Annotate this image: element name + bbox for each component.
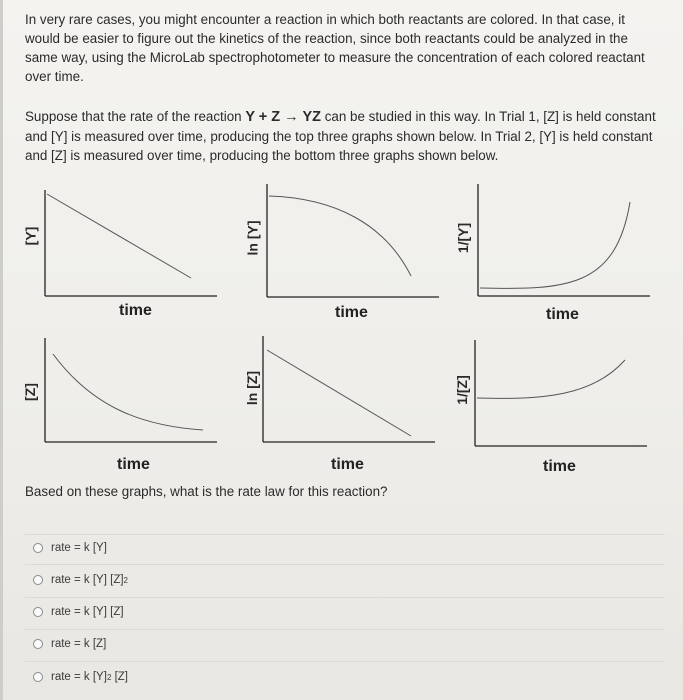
option-label: rate = k [Y] [51,542,107,554]
setup-paragraph [25,107,657,165]
option-exponent: 2 [106,672,112,682]
y-axis-label: ln [Z] [244,370,261,406]
option-label: rate = k [Z] [51,638,107,650]
graph-ln-y-vs-time-plot [265,184,445,299]
divider [25,629,665,630]
x-axis-label: time [546,306,579,323]
question-text: Based on these graphs, what is the rate law for this reaction? [25,484,388,499]
radio-button[interactable] [33,543,43,553]
x-axis-label: time [117,456,150,473]
graph-inv-z-vs-time-plot [473,340,653,450]
graph-ln-z-vs-time [244,336,441,476]
graph-inv-z-vs-time [453,340,653,480]
graph-ln-z-vs-time-plot [261,336,441,446]
graph-y-vs-time-plot [43,190,223,300]
graph-z-vs-time [21,338,223,478]
y-axis-label: ln [Y] [244,220,261,256]
curve [269,196,411,276]
curve [480,202,630,288]
y-axis-label: [Y] [22,226,39,246]
curve [477,360,625,398]
x-axis-label: time [331,456,364,473]
option-rate-k-z[interactable] [33,634,106,654]
y-axis-label: [Z] [21,383,38,401]
option-rate-k-y[interactable] [33,538,107,558]
intro-paragraph: In very rare cases, you might encounter a reaction in which both reactants are colored. In that case, it would be easier to figure out the kinetics of the reaction, since both reactants could be analyzed in the same way, using the MicroLab spectrophotometer to measure the concentration of each colored reactant over time. [25,12,645,84]
graph-y-vs-time [22,190,223,330]
option-rate-k-y-z2[interactable] [33,570,128,590]
x-axis-label: time [119,302,152,319]
y-axis-label: 1/[Z] [453,375,470,405]
option-label: rate = k [Y] [Z] [51,606,124,618]
graph-z-vs-time-plot [43,338,223,446]
y-axis-label: 1/[Y] [455,222,472,254]
option-label: rate = k [Y] [Z] [51,574,124,586]
option-exponent: 2 [123,575,128,585]
curve [47,194,191,278]
curve [267,350,411,436]
radio-button[interactable] [33,672,43,682]
setup-suffix: can be studied in this way. In Trial 1, [Z] is held constant and [Y] is measured over time, producing the top three graphs shown below. In Trial 2, [Y] is held constant and [Z] is measured over time, producing the bottom three graphs shown below. [25,109,656,163]
option-label: rate = k [Y] [51,671,107,683]
option-label-suffix: [Z] [111,671,129,683]
x-axis-label: time [543,458,576,475]
reaction-equation: Y + Z → YZ [245,109,321,125]
radio-button[interactable] [33,607,43,617]
x-axis-label: time [335,304,368,321]
graph-ln-y-vs-time [244,184,445,324]
option-rate-k-y2-z[interactable] [33,667,128,687]
radio-button[interactable] [33,575,43,585]
option-rate-k-y-z[interactable] [33,602,124,622]
setup-prefix: Suppose that the rate of the reaction [25,109,246,124]
graph-inv-y-vs-time-plot [476,184,656,299]
graph-inv-y-vs-time [455,184,656,324]
divider [25,597,665,598]
curve [53,354,203,430]
radio-button[interactable] [33,639,43,649]
divider [25,564,665,565]
divider [25,661,665,662]
divider [25,534,665,535]
